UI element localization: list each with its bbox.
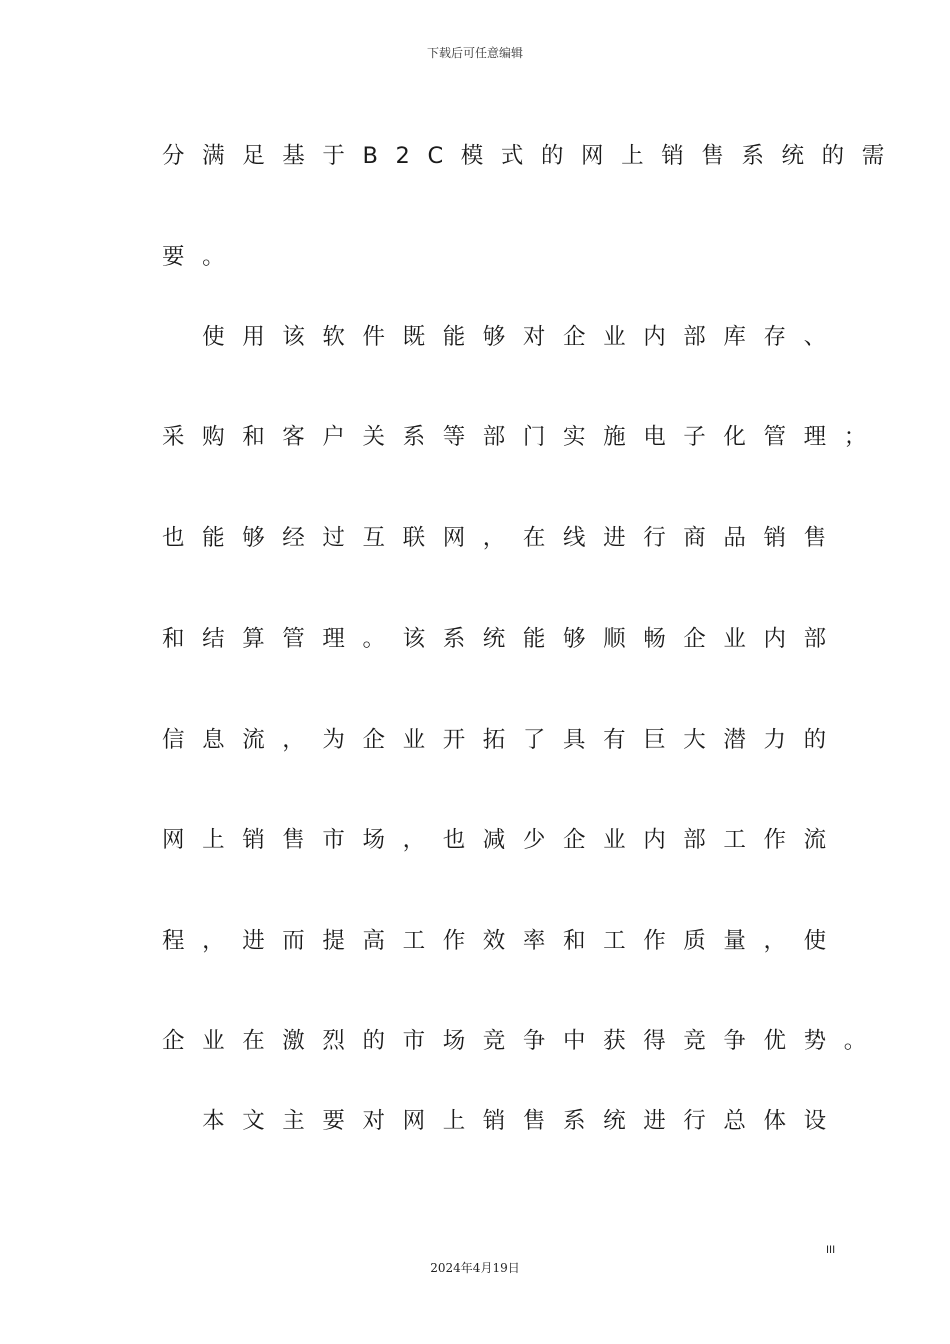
page-footer-date: 2024年4月19日 [430, 1261, 520, 1275]
body-line-5: 也能够经过互联网，在线进行商品销售 [162, 525, 844, 551]
page-number: III [826, 1244, 836, 1256]
body-line-7: 信息流，为企业开拓了具有巨大潜力的 [162, 727, 844, 753]
body-line-6: 和结算管理。该系统能够顺畅企业内部 [162, 626, 844, 652]
body-line-9: 程，进而提高工作效率和工作质量，使 [162, 928, 844, 954]
body-line-3: 使用该软件既能够对企业内部库存、 [162, 324, 844, 350]
page-header: 下载后可任意编辑 [426, 46, 523, 60]
body-line-4: 采购和客户关系等部门实施电子化管理； [162, 424, 884, 450]
body-line-11: 本文主要对网上销售系统进行总体设 [162, 1108, 844, 1134]
body-line-2: 要。 [162, 244, 243, 270]
body-line-10: 企业在激烈的市场竞争中获得竞争优势。 [162, 1028, 884, 1054]
body-line-1: 分满足基于B2C模式的网上销售系统的需 [162, 143, 902, 169]
body-line-8: 网上销售市场，也减少企业内部工作流 [162, 827, 844, 853]
